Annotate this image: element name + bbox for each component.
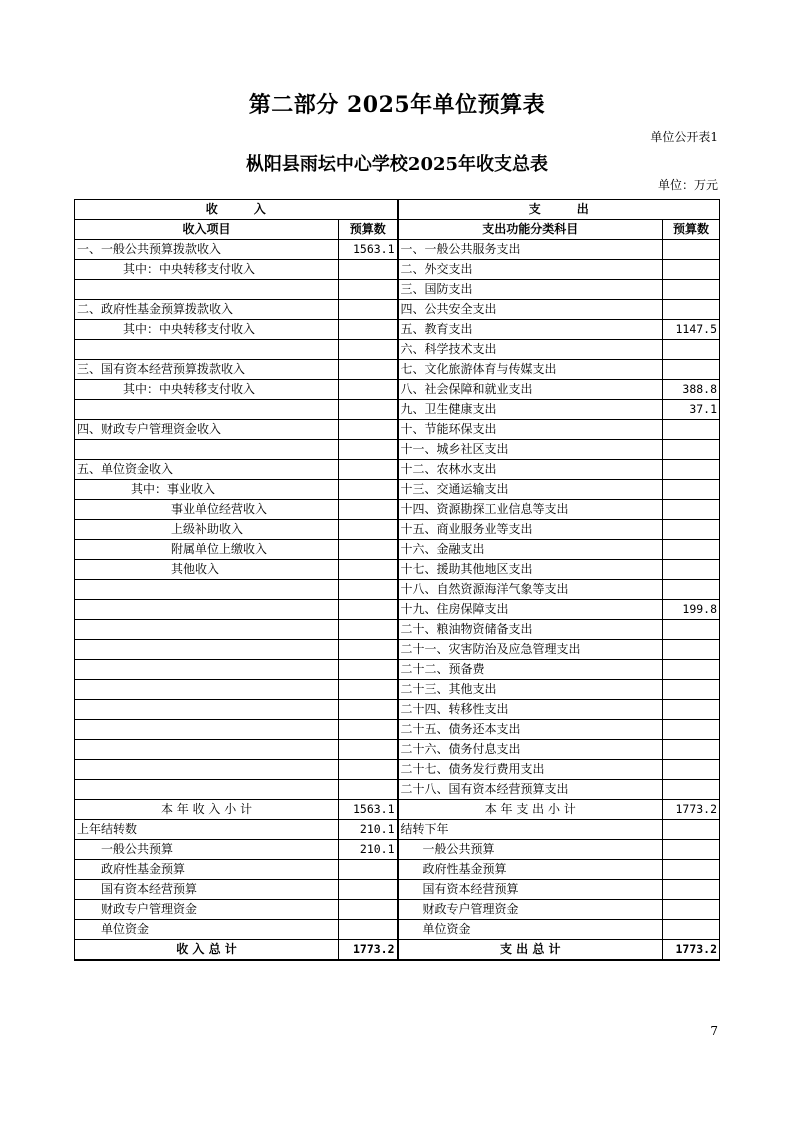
income-item: 其中：中央转移支付收入 bbox=[75, 260, 339, 280]
income-value: 1563.1 bbox=[339, 240, 398, 260]
total-row bbox=[75, 940, 720, 961]
income-item: 其他收入 bbox=[75, 560, 339, 580]
table-row bbox=[75, 440, 720, 460]
income-value bbox=[339, 560, 398, 580]
carry-expense-value bbox=[663, 880, 720, 900]
expense-value bbox=[663, 300, 720, 320]
income-item: 二、政府性基金预算拨款收入 bbox=[75, 300, 339, 320]
expense-value: 37.1 bbox=[663, 400, 720, 420]
carry-expense-item: 国有资本经营预算 bbox=[398, 880, 663, 900]
expense-value: 199.8 bbox=[663, 600, 720, 620]
table-row bbox=[75, 380, 720, 400]
income-value bbox=[339, 300, 398, 320]
carry-expense-value bbox=[663, 900, 720, 920]
income-item: 五、单位资金收入 bbox=[75, 460, 339, 480]
expense-value bbox=[663, 440, 720, 460]
expense-item: 七、文化旅游体育与传媒支出 bbox=[398, 360, 663, 380]
carry-income-value bbox=[339, 860, 398, 880]
income-value bbox=[339, 420, 398, 440]
expense-budget-header: 预算数 bbox=[663, 220, 720, 240]
income-item bbox=[75, 760, 339, 780]
expense-value bbox=[663, 240, 720, 260]
income-value bbox=[339, 520, 398, 540]
expense-item: 二十一、灾害防治及应急管理支出 bbox=[398, 640, 663, 660]
carry-row bbox=[75, 860, 720, 880]
income-item bbox=[75, 580, 339, 600]
page-title: 第二部分 2025年单位预算表 bbox=[248, 92, 546, 118]
income-item: 四、财政专户管理资金收入 bbox=[75, 420, 339, 440]
carry-row bbox=[75, 880, 720, 900]
income-item: 一、一般公共预算拨款收入 bbox=[75, 240, 339, 260]
table-row bbox=[75, 300, 720, 320]
carry-row bbox=[75, 840, 720, 860]
expense-value bbox=[663, 620, 720, 640]
expense-value bbox=[663, 340, 720, 360]
table-row bbox=[75, 620, 720, 640]
carry-income-value: 210.1 bbox=[339, 820, 398, 840]
income-subtotal-value: 1563.1 bbox=[339, 800, 398, 820]
expense-item: 二十六、债务付息支出 bbox=[398, 740, 663, 760]
table-row bbox=[75, 760, 720, 780]
income-value bbox=[339, 680, 398, 700]
expense-value bbox=[663, 760, 720, 780]
income-item: 上级补助收入 bbox=[75, 520, 339, 540]
income-budget-header: 预算数 bbox=[339, 220, 398, 240]
table-row bbox=[75, 700, 720, 720]
table-row bbox=[75, 660, 720, 680]
page-number: 7 bbox=[710, 1024, 718, 1038]
table-row bbox=[75, 420, 720, 440]
income-value bbox=[339, 540, 398, 560]
expense-value: 1147.5 bbox=[663, 320, 720, 340]
table-row bbox=[75, 640, 720, 660]
carry-expense-item: 结转下年 bbox=[398, 820, 663, 840]
carry-expense-item: 财政专户管理资金 bbox=[398, 900, 663, 920]
expense-value bbox=[663, 360, 720, 380]
carry-expense-value bbox=[663, 840, 720, 860]
carry-income-item: 政府性基金预算 bbox=[75, 860, 339, 880]
expense-value bbox=[663, 740, 720, 760]
expense-value bbox=[663, 280, 720, 300]
expense-subtotal-label: 本 年 支 出 小 计 bbox=[398, 800, 663, 820]
expense-value bbox=[663, 580, 720, 600]
expense-item: 二十三、其他支出 bbox=[398, 680, 663, 700]
expense-item: 十、节能环保支出 bbox=[398, 420, 663, 440]
table-row bbox=[75, 280, 720, 300]
expense-value bbox=[663, 700, 720, 720]
expense-item: 一、一般公共服务支出 bbox=[398, 240, 663, 260]
carry-row bbox=[75, 920, 720, 940]
expense-value bbox=[663, 540, 720, 560]
carry-row bbox=[75, 900, 720, 920]
expense-value bbox=[663, 680, 720, 700]
income-value bbox=[339, 280, 398, 300]
expense-item: 十八、自然资源海洋气象等支出 bbox=[398, 580, 663, 600]
expense-item: 十一、城乡社区支出 bbox=[398, 440, 663, 460]
carry-expense-item: 政府性基金预算 bbox=[398, 860, 663, 880]
income-total-value: 1773.2 bbox=[339, 940, 398, 961]
income-item bbox=[75, 700, 339, 720]
table-row bbox=[75, 460, 720, 480]
expense-item: 二十、粮油物资储备支出 bbox=[398, 620, 663, 640]
carry-expense-item: 单位资金 bbox=[398, 920, 663, 940]
expense-item: 二十二、预备费 bbox=[398, 660, 663, 680]
expense-value bbox=[663, 520, 720, 540]
expense-total-label: 支 出 总 计 bbox=[398, 940, 663, 961]
income-value bbox=[339, 760, 398, 780]
income-value bbox=[339, 380, 398, 400]
expense-total-value: 1773.2 bbox=[663, 940, 720, 961]
expense-value bbox=[663, 480, 720, 500]
expense-item: 十七、援助其他地区支出 bbox=[398, 560, 663, 580]
carry-income-item: 财政专户管理资金 bbox=[75, 900, 339, 920]
carry-income-item: 一般公共预算 bbox=[75, 840, 339, 860]
table-title: 枞阳县雨坛中心学校2025年收支总表 bbox=[245, 154, 549, 175]
expense-value bbox=[663, 560, 720, 580]
expense-item: 十九、住房保障支出 bbox=[398, 600, 663, 620]
income-item: 附属单位上缴收入 bbox=[75, 540, 339, 560]
income-header: 收 入 bbox=[75, 200, 398, 220]
table-row bbox=[75, 520, 720, 540]
carry-expense-item: 一般公共预算 bbox=[398, 840, 663, 860]
carry-income-value bbox=[339, 920, 398, 940]
expense-item: 二十五、债务还本支出 bbox=[398, 720, 663, 740]
table-row bbox=[75, 560, 720, 580]
form-number: 单位公开表1 bbox=[650, 130, 718, 144]
income-value bbox=[339, 500, 398, 520]
expense-item: 十五、商业服务业等支出 bbox=[398, 520, 663, 540]
income-item bbox=[75, 680, 339, 700]
expense-value bbox=[663, 420, 720, 440]
carry-income-item: 国有资本经营预算 bbox=[75, 880, 339, 900]
table-row bbox=[75, 580, 720, 600]
income-value bbox=[339, 480, 398, 500]
income-item bbox=[75, 640, 339, 660]
carry-expense-value bbox=[663, 860, 720, 880]
table-header-group bbox=[75, 200, 720, 220]
expense-item: 十四、资源勘探工业信息等支出 bbox=[398, 500, 663, 520]
subtotal-row bbox=[75, 800, 720, 820]
income-value bbox=[339, 720, 398, 740]
income-value bbox=[339, 260, 398, 280]
expense-value bbox=[663, 640, 720, 660]
income-item bbox=[75, 740, 339, 760]
table-row bbox=[75, 240, 720, 260]
carry-row bbox=[75, 820, 720, 840]
expense-item: 五、教育支出 bbox=[398, 320, 663, 340]
income-item-header: 收入项目 bbox=[75, 220, 339, 240]
expense-item: 二十七、债务发行费用支出 bbox=[398, 760, 663, 780]
unit-label: 单位：万元 bbox=[657, 178, 718, 192]
income-item bbox=[75, 400, 339, 420]
table-row bbox=[75, 540, 720, 560]
income-value bbox=[339, 660, 398, 680]
table-row bbox=[75, 780, 720, 800]
income-value bbox=[339, 600, 398, 620]
income-item bbox=[75, 340, 339, 360]
income-value bbox=[339, 780, 398, 800]
expense-item: 二十八、国有资本经营预算支出 bbox=[398, 780, 663, 800]
expense-value: 388.8 bbox=[663, 380, 720, 400]
income-item bbox=[75, 780, 339, 800]
income-item bbox=[75, 440, 339, 460]
income-item: 其中：中央转移支付收入 bbox=[75, 380, 339, 400]
income-value bbox=[339, 360, 398, 380]
expense-item: 八、社会保障和就业支出 bbox=[398, 380, 663, 400]
income-item bbox=[75, 620, 339, 640]
expense-item: 三、国防支出 bbox=[398, 280, 663, 300]
expense-value bbox=[663, 460, 720, 480]
income-item: 其中：事业收入 bbox=[75, 480, 339, 500]
table-row bbox=[75, 360, 720, 380]
income-total-label: 收 入 总 计 bbox=[75, 940, 339, 961]
carry-expense-value bbox=[663, 920, 720, 940]
income-value bbox=[339, 440, 398, 460]
table-header-columns bbox=[75, 220, 720, 240]
carry-income-item: 单位资金 bbox=[75, 920, 339, 940]
table-row bbox=[75, 680, 720, 700]
expense-item: 十三、交通运输支出 bbox=[398, 480, 663, 500]
budget-table bbox=[74, 199, 720, 961]
income-value bbox=[339, 700, 398, 720]
expense-value bbox=[663, 660, 720, 680]
income-value bbox=[339, 580, 398, 600]
income-value bbox=[339, 400, 398, 420]
expense-subtotal-value: 1773.2 bbox=[663, 800, 720, 820]
carry-income-item: 上年结转数 bbox=[75, 820, 339, 840]
expense-item: 六、科学技术支出 bbox=[398, 340, 663, 360]
expense-header: 支 出 bbox=[398, 200, 720, 220]
income-item: 事业单位经营收入 bbox=[75, 500, 339, 520]
table-row bbox=[75, 480, 720, 500]
income-item bbox=[75, 280, 339, 300]
income-value bbox=[339, 340, 398, 360]
income-item: 三、国有资本经营预算拨款收入 bbox=[75, 360, 339, 380]
income-value bbox=[339, 640, 398, 660]
income-value bbox=[339, 620, 398, 640]
carry-income-value bbox=[339, 880, 398, 900]
table-row bbox=[75, 260, 720, 280]
table-row bbox=[75, 720, 720, 740]
expense-value bbox=[663, 720, 720, 740]
expense-item: 二、外交支出 bbox=[398, 260, 663, 280]
table-row bbox=[75, 320, 720, 340]
carry-income-value: 210.1 bbox=[339, 840, 398, 860]
table-row bbox=[75, 600, 720, 620]
carry-income-value bbox=[339, 900, 398, 920]
income-value bbox=[339, 320, 398, 340]
expense-item: 二十四、转移性支出 bbox=[398, 700, 663, 720]
expense-item: 十二、农林水支出 bbox=[398, 460, 663, 480]
table-row bbox=[75, 340, 720, 360]
table-row bbox=[75, 740, 720, 760]
income-item bbox=[75, 600, 339, 620]
carry-expense-value bbox=[663, 820, 720, 840]
table-row bbox=[75, 400, 720, 420]
income-value bbox=[339, 460, 398, 480]
income-item: 其中：中央转移支付收入 bbox=[75, 320, 339, 340]
expense-item-header: 支出功能分类科目 bbox=[398, 220, 663, 240]
expense-value bbox=[663, 500, 720, 520]
income-subtotal-label: 本 年 收 入 小 计 bbox=[75, 800, 339, 820]
expense-item: 九、卫生健康支出 bbox=[398, 400, 663, 420]
expense-value bbox=[663, 780, 720, 800]
table-row bbox=[75, 500, 720, 520]
income-item bbox=[75, 660, 339, 680]
expense-item: 十六、金融支出 bbox=[398, 540, 663, 560]
income-item bbox=[75, 720, 339, 740]
income-value bbox=[339, 740, 398, 760]
expense-value bbox=[663, 260, 720, 280]
expense-item: 四、公共安全支出 bbox=[398, 300, 663, 320]
